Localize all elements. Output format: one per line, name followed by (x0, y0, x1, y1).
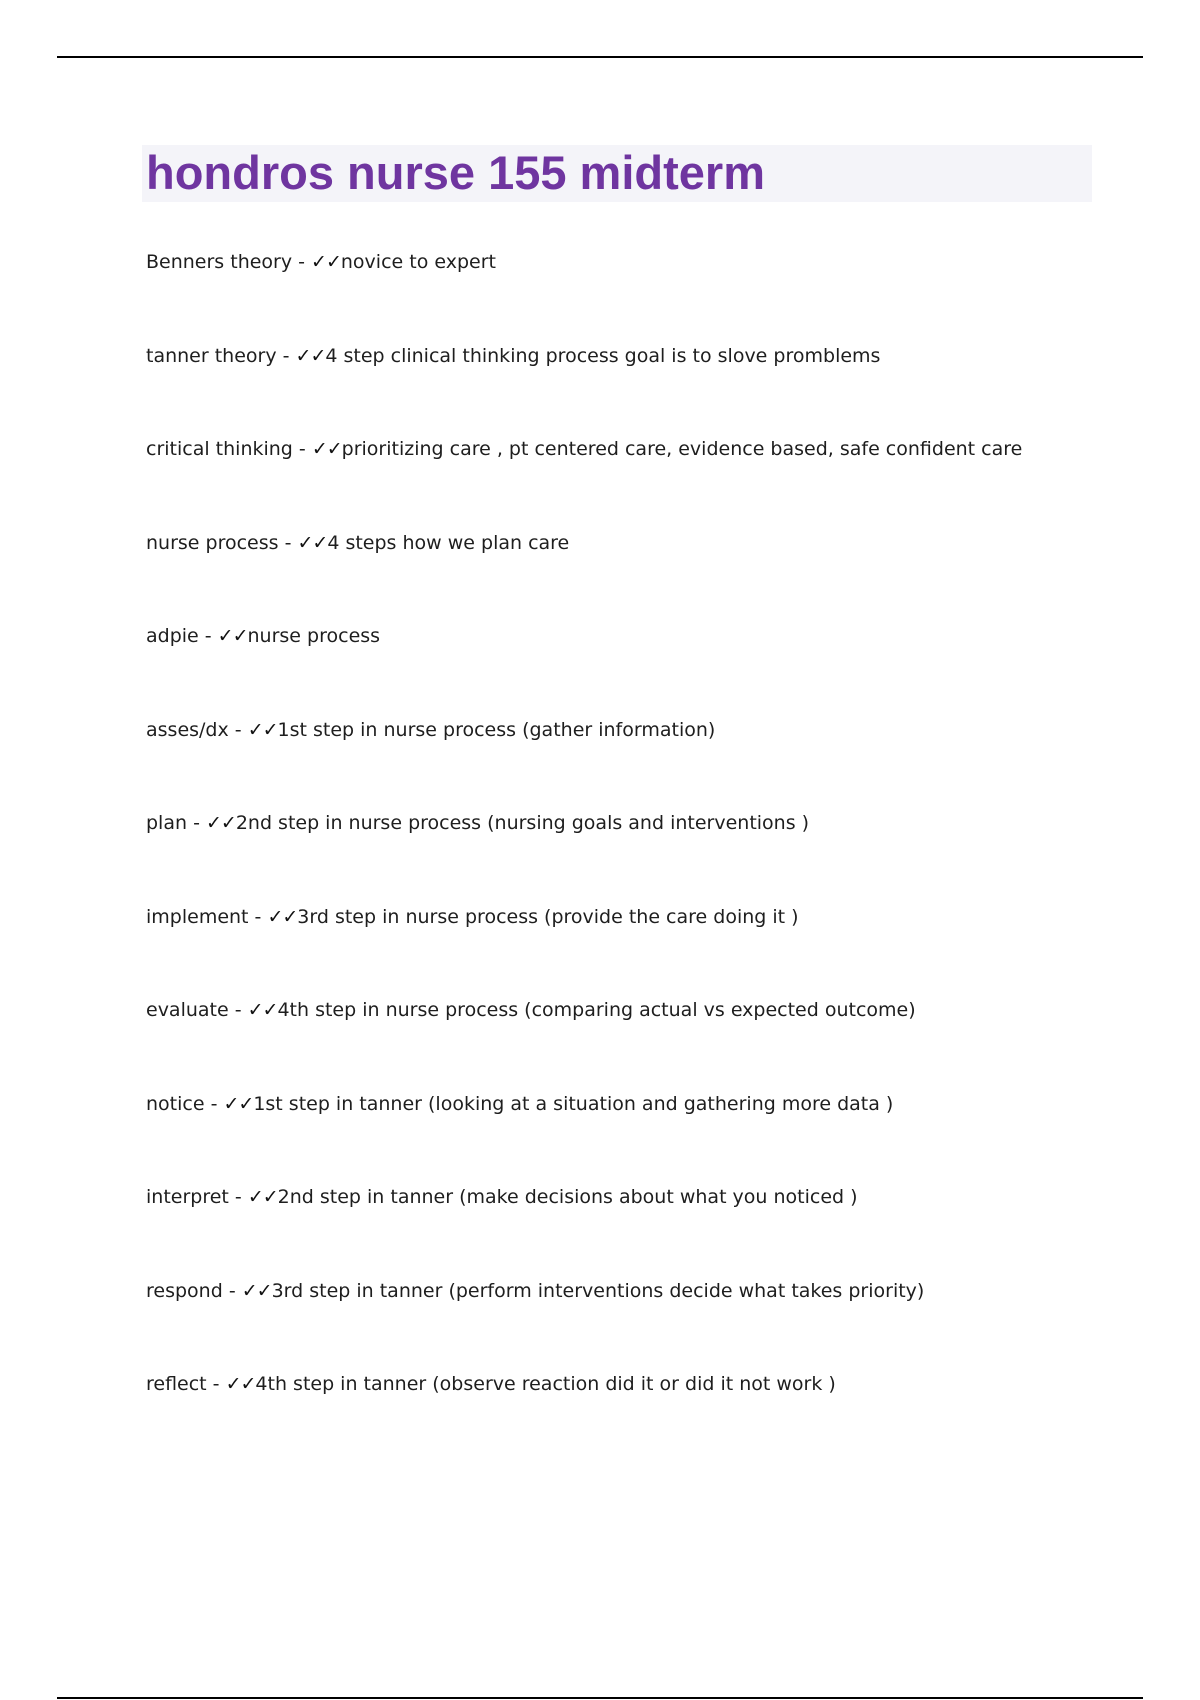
flashcard-list (146, 247, 1022, 1463)
double-check-icon: ✓✓ (247, 1186, 278, 1208)
entry-definition: 2nd step in nurse process (nursing goals and interventions ) (235, 812, 810, 834)
flashcard-entry (146, 1276, 1022, 1369)
entry-separator: - (198, 625, 218, 647)
double-check-icon: ✓✓ (297, 532, 328, 554)
entry-definition: 3rd step in tanner (perform interventions decide what takes priority) (271, 1280, 925, 1302)
entry-term: interpret (146, 1186, 229, 1208)
entry-separator: - (204, 1093, 224, 1115)
double-check-icon: ✓✓ (225, 1373, 256, 1395)
double-check-icon: ✓✓ (295, 345, 326, 367)
entry-term: plan (146, 812, 188, 834)
entry-term: nurse process (146, 532, 279, 554)
double-check-icon: ✓✓ (205, 812, 236, 834)
flashcard-entry (146, 715, 1022, 808)
entry-term: tanner theory (146, 345, 277, 367)
entry-separator: - (292, 438, 312, 460)
entry-definition: prioritizing care , pt centered care, evidence based, safe confident care (341, 438, 1023, 460)
entry-term: critical thinking (146, 438, 293, 460)
flashcard-entry (146, 247, 1022, 341)
entry-definition: 4 steps how we plan care (327, 532, 570, 554)
entry-separator: - (187, 812, 206, 834)
entry-definition: 4 step clinical thinking process goal is to slove promblems (325, 345, 881, 367)
double-check-icon: ✓✓ (217, 625, 248, 647)
double-check-icon: ✓✓ (247, 999, 278, 1021)
flashcard-entry (146, 528, 1022, 621)
entry-separator: - (278, 532, 298, 554)
entry-separator: - (292, 251, 312, 273)
entry-term: evaluate (146, 999, 229, 1021)
flashcard-entry (146, 808, 1022, 902)
entry-term: notice (146, 1093, 205, 1115)
entry-separator: - (276, 345, 296, 367)
document-title: hondros nurse 155 midterm (146, 146, 765, 199)
bottom-rule (57, 1697, 1143, 1699)
entry-term: respond (146, 1280, 223, 1302)
double-check-icon: ✓✓ (241, 1280, 272, 1302)
entry-definition: 4th step in nurse process (comparing actual vs expected outcome) (277, 999, 916, 1021)
entry-definition: 2nd step in tanner (make decisions about what you noticed ) (277, 1186, 858, 1208)
entry-term: reflect (146, 1373, 207, 1395)
entry-separator: - (228, 999, 248, 1021)
entry-definition: 1st step in nurse process (gather information) (277, 719, 716, 741)
double-check-icon: ✓✓ (247, 719, 278, 741)
entry-term: implement (146, 906, 249, 928)
entry-term: adpie (146, 625, 199, 647)
flashcard-entry (146, 1369, 1022, 1463)
entry-definition: 3rd step in nurse process (provide the care doing it ) (297, 906, 799, 928)
flashcard-entry (146, 1182, 1022, 1276)
entry-separator: - (206, 1373, 226, 1395)
double-check-icon: ✓✓ (311, 438, 342, 460)
entry-separator: - (228, 1186, 248, 1208)
entry-separator: - (222, 1280, 242, 1302)
entry-term: Benners theory (146, 251, 293, 273)
entry-separator: - (248, 906, 268, 928)
entry-separator: - (228, 719, 248, 741)
entry-term: asses/dx (146, 719, 229, 741)
entry-definition: 4th step in tanner (observe reaction did it or did it not work ) (255, 1373, 836, 1395)
double-check-icon: ✓✓ (311, 251, 341, 273)
flashcard-entry (146, 995, 1022, 1089)
flashcard-entry (146, 1089, 1022, 1182)
flashcard-entry (146, 902, 1022, 995)
entry-definition: novice to expert (340, 251, 496, 273)
flashcard-entry (146, 621, 1022, 715)
double-check-icon: ✓✓ (267, 906, 298, 928)
flashcard-entry (146, 434, 1022, 528)
flashcard-entry (146, 341, 1022, 434)
entry-definition: 1st step in tanner (looking at a situation and gathering more data ) (253, 1093, 894, 1115)
top-rule (57, 56, 1143, 58)
entry-definition: nurse process (247, 625, 381, 647)
double-check-icon: ✓✓ (223, 1093, 254, 1115)
